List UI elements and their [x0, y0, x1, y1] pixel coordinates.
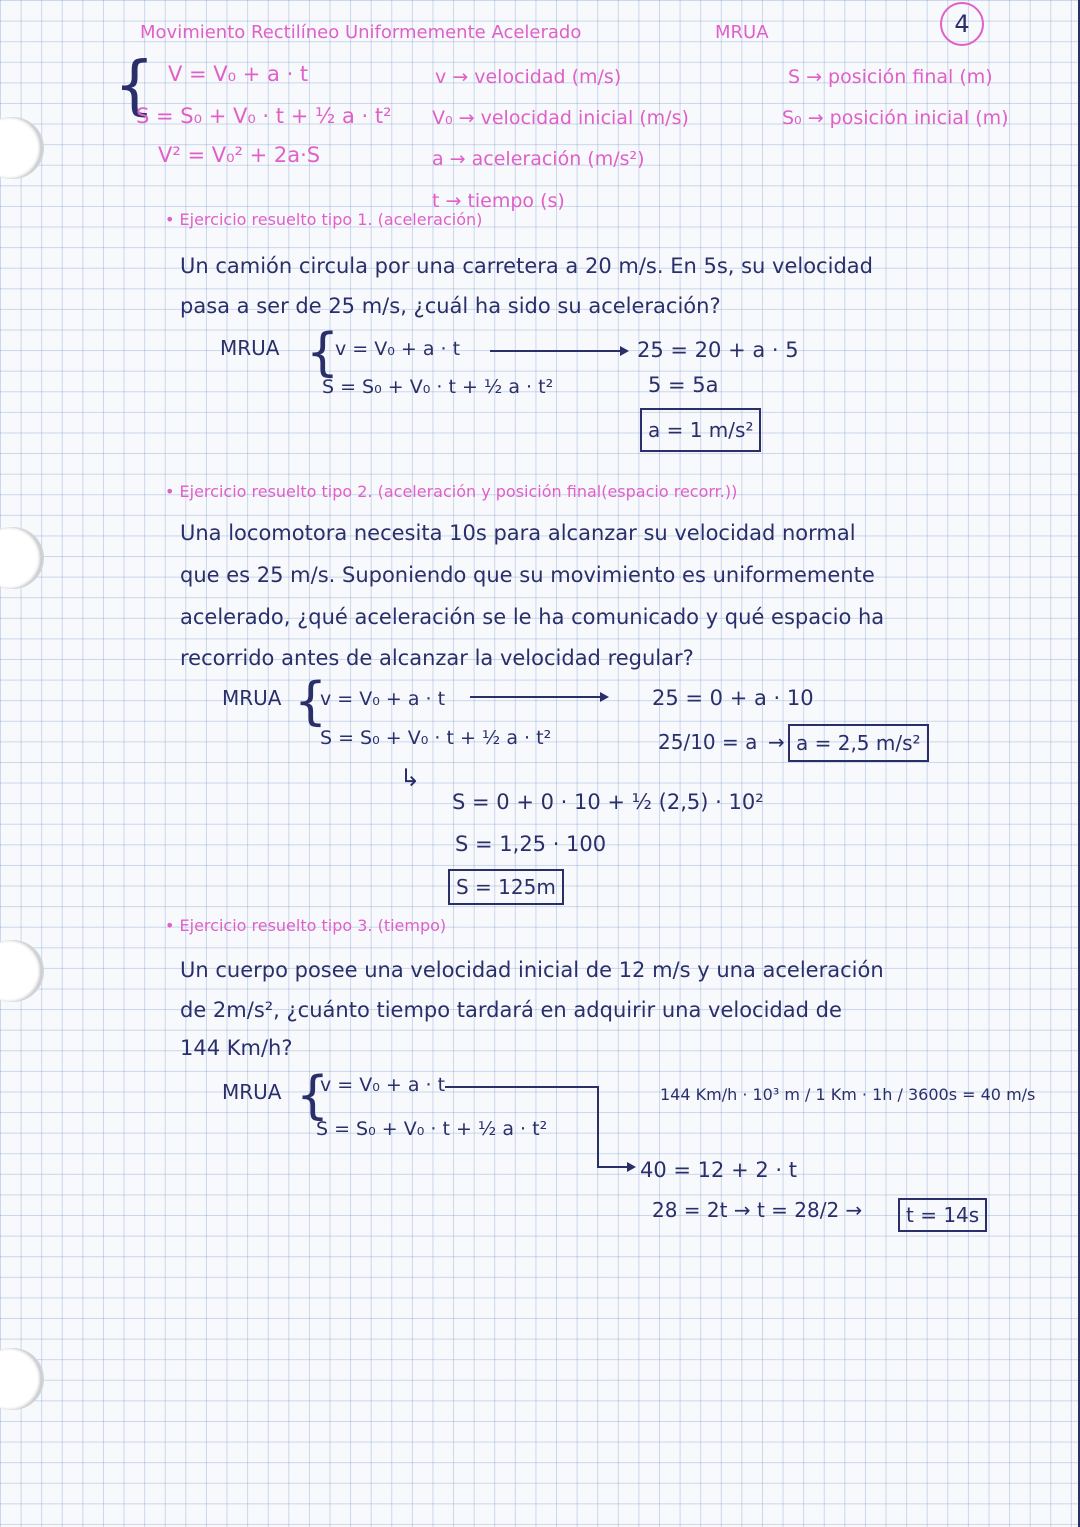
page-number-text: 4 [954, 10, 970, 38]
exercise3-statement: Un cuerpo posee una velocidad inicial de 12 m/s y una aceleración [180, 958, 884, 982]
exercise2-eq-position: S = S₀ + V₀ · t + ½ a · t² [320, 727, 552, 749]
exercise3-eq-position: S = S₀ + V₀ · t + ½ a · t² [316, 1118, 548, 1140]
binder-hole [0, 527, 42, 589]
exercise3-heading: • Ejercicio resuelto tipo 3. (tiempo) [165, 916, 447, 935]
page-number [940, 2, 984, 46]
exercise1-result: a = 1 m/s² [640, 408, 761, 452]
exercise2-heading: • Ejercicio resuelto tipo 2. (aceleración y posición final(espacio recorr.)) [165, 482, 738, 501]
arrow-line [470, 696, 600, 698]
exercise3-conversion: 144 Km/h · 10³ m / 1 Km · 1h / 3600s = 40 m/s [660, 1085, 1036, 1104]
exercise1-step2: 5 = 5a [648, 373, 719, 397]
binder-hole [0, 117, 42, 179]
exercise2-result-s: S = 125m [448, 869, 564, 905]
exercise1-step1: 25 = 20 + a · 5 [637, 338, 799, 362]
exercise2-step3: S = 0 + 0 · 10 + ½ (2,5) · 10² [452, 790, 764, 814]
formula-brace: { [114, 49, 155, 123]
exercise2-statement: acelerado, ¿qué aceleración se le ha comunicado y qué espacio ha [180, 605, 885, 629]
connector-line [597, 1166, 627, 1168]
connector-line [445, 1086, 598, 1088]
arrow-head [627, 1162, 636, 1172]
legend-s: S → posición final (m) [788, 66, 993, 88]
exercise2-step1: 25 = 0 + a · 10 [652, 686, 814, 710]
exercise1-mrua-label: MRUA [220, 336, 280, 360]
exercise2-statement: Una locomotora necesita 10s para alcanzar su velocidad normal [180, 521, 856, 545]
legend-v0: V₀ → velocidad inicial (m/s) [432, 107, 689, 129]
exercise2-eq-velocity: v = V₀ + a · t [320, 688, 446, 710]
exercise3-step2: 28 = 2t → t = 28/2 → [652, 1198, 863, 1222]
arrow-line [490, 350, 620, 352]
exercise1-eq-velocity: v = V₀ + a · t [335, 338, 461, 360]
binder-hole [0, 940, 42, 1002]
formula-velocity: V = V₀ + a · t [168, 62, 309, 86]
arrow-head [620, 346, 629, 356]
exercise2-statement: que es 25 m/s. Suponiendo que su movimiento es uniformemente [180, 563, 875, 587]
exercise3-statement: 144 Km/h? [180, 1036, 293, 1060]
exercise3-mrua-label: MRUA [222, 1080, 282, 1104]
exercise3-statement: de 2m/s², ¿cuánto tiempo tardará en adquirir una velocidad de [180, 998, 842, 1022]
legend-v: v → velocidad (m/s) [435, 66, 622, 88]
exercise3-eq-velocity: v = V₀ + a · t [320, 1074, 446, 1096]
exercise2-arrow: → [768, 730, 785, 754]
exercise3-brace: { [296, 1066, 330, 1126]
exercise2-step2: 25/10 = a [658, 730, 758, 754]
formula-position: S = S₀ + V₀ · t + ½ a · t² [136, 104, 392, 128]
exercise1-brace: { [306, 323, 340, 383]
exercise1-eq-position: S = S₀ + V₀ · t + ½ a · t² [322, 376, 554, 398]
formula-velocity-squared: V² = V₀² + 2a·S [158, 143, 321, 167]
exercise2-hook-arrow: ↳ [400, 764, 421, 792]
exercise1-statement: Un camión circula por una carretera a 20 m/s. En 5s, su velocidad [180, 254, 873, 278]
exercise1-heading: • Ejercicio resuelto tipo 1. (aceleración) [165, 210, 483, 229]
arrow-head [600, 692, 609, 702]
exercise3-step1: 40 = 12 + 2 · t [640, 1158, 797, 1182]
page-title-abbr: MRUA [715, 22, 769, 43]
exercise2-mrua-label: MRUA [222, 686, 282, 710]
exercise2-statement: recorrido antes de alcanzar la velocidad regular? [180, 646, 694, 670]
legend-s0: S₀ → posición inicial (m) [782, 107, 1009, 129]
exercise1-statement: pasa a ser de 25 m/s, ¿cuál ha sido su aceleración? [180, 294, 721, 318]
binder-hole [0, 1348, 42, 1410]
connector-line [597, 1086, 599, 1166]
exercise2-brace: { [294, 672, 328, 732]
exercise2-step4: S = 1,25 · 100 [455, 832, 607, 856]
exercise2-result-a: a = 2,5 m/s² [788, 724, 929, 762]
legend-a: a → aceleración (m/s²) [432, 148, 645, 170]
page-title: Movimiento Rectilíneo Uniformemente Acelerado [140, 22, 582, 43]
legend-t: t → tiempo (s) [432, 190, 565, 212]
exercise3-result: t = 14s [898, 1198, 987, 1232]
